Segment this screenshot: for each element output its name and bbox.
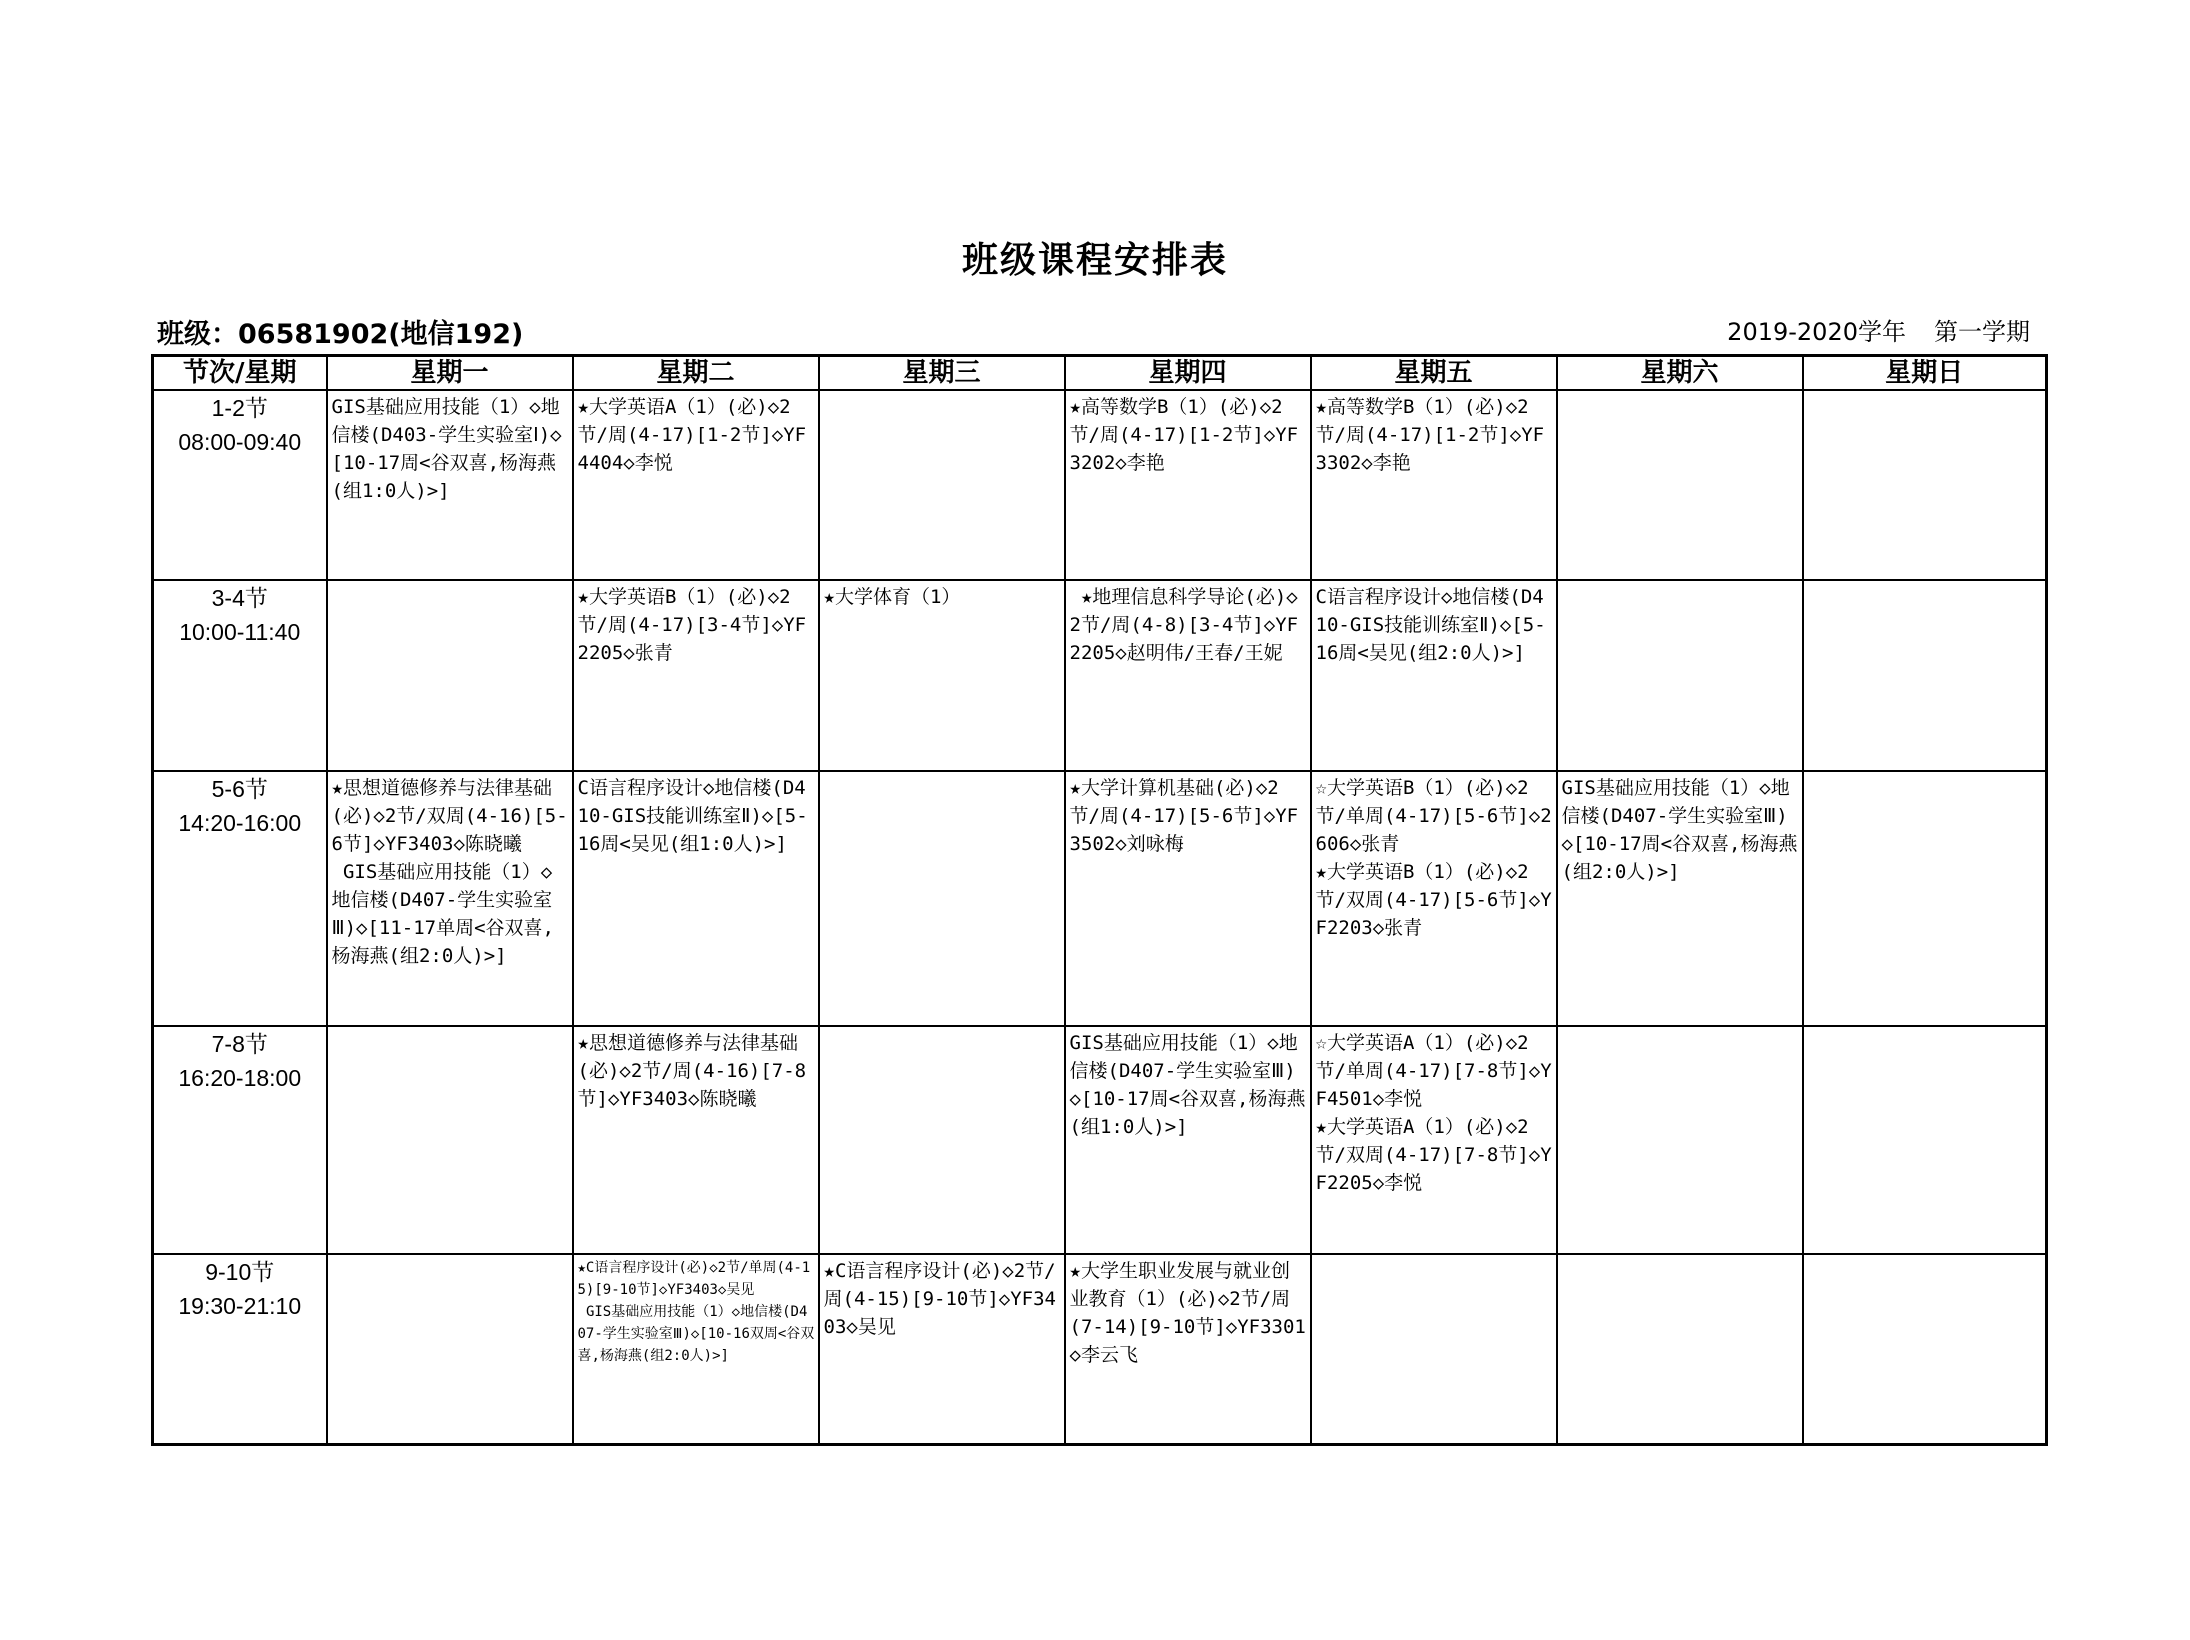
period-time: 10:00-11:40 [179, 619, 301, 645]
course-cell-tuesday [573, 580, 819, 771]
course-entry: ★思想道德修养与法律基础(必)◇2节/周(4-16)[7-8节]◇YF3403◇陈晓曦 [577, 1032, 807, 1110]
course-cell-tuesday [573, 390, 819, 580]
course-entry: ★大学生职业发展与就业创业教育（1）(必)◇2节/周(7-14)[9-10节]◇YF3301◇李云飞 [1069, 1260, 1306, 1366]
header-saturday: 星期六 [1557, 356, 1803, 391]
course-cell-tuesday [573, 771, 819, 1026]
course-entry: GIS基础应用技能（1）◇地信楼(D407-学生实验室Ⅲ)◇[10-17周<谷双喜,杨海燕(组1:0人)>] [1069, 1032, 1306, 1138]
course-entry: ★高等数学B（1）(必)◇2节/周(4-17)[1-2节]◇YF3202◇李艳 [1069, 396, 1299, 474]
course-cell-wednesday [819, 390, 1065, 580]
course-entry: GIS基础应用技能（1）◇地信楼(D407-学生实验室Ⅲ)◇[11-17单周<谷双喜,杨海燕(组2:0人)>] [331, 861, 554, 967]
schedule-row [153, 1254, 2047, 1444]
header-wednesday: 星期三 [819, 356, 1065, 391]
period-time: 14:20-16:00 [178, 810, 302, 836]
course-cell-sunday [1803, 580, 2047, 771]
course-cell-wednesday [819, 771, 1065, 1026]
course-cell-sunday [1803, 1254, 2047, 1444]
class-label: 班级：06581902(地信192) [157, 319, 524, 350]
course-cell-friday [1311, 580, 1557, 771]
course-entry: ★C语言程序设计(必)◇2节/周(4-15)[9-10节]◇YF3403◇吴见 [823, 1260, 1056, 1338]
course-cell-friday [1311, 771, 1557, 1026]
period-cell [153, 580, 327, 771]
page-title: 班级课程安排表 [961, 240, 1228, 281]
schedule-row [153, 390, 2047, 580]
course-cell-monday [327, 1254, 573, 1444]
course-cell-monday [327, 390, 573, 580]
course-entry: ★大学英语A（1）(必)◇2节/双周(4-17)[7-8节]◇YF2205◇李悦 [1315, 1116, 1552, 1194]
header-thursday: 星期四 [1065, 356, 1311, 391]
course-cell-sunday [1803, 1026, 2047, 1254]
course-entry: ★大学体育（1） [823, 586, 961, 608]
period-section: 3-4节 [211, 585, 268, 611]
course-entry: C语言程序设计◇地信楼(D410-GIS技能训练室Ⅱ)◇[5-16周<吴见(组2:0人)>] [1315, 586, 1546, 664]
course-entry: ★大学英语A（1）(必)◇2节/周(4-17)[1-2节]◇YF4404◇李悦 [577, 396, 807, 474]
course-entry: ★大学计算机基础(必)◇2节/周(4-17)[5-6节]◇YF3502◇刘咏梅 [1069, 777, 1299, 855]
period-cell [153, 390, 327, 580]
course-cell-saturday [1557, 1026, 1803, 1254]
semester: 第一学期 [1934, 318, 2030, 346]
course-cell-monday [327, 580, 573, 771]
course-cell-monday [327, 771, 573, 1026]
period-time: 19:30-21:10 [178, 1293, 302, 1319]
schedule-row [153, 771, 2047, 1026]
course-cell-thursday [1065, 771, 1311, 1026]
schedule-row [153, 1026, 2047, 1254]
course-cell-wednesday [819, 1026, 1065, 1254]
course-cell-saturday [1557, 580, 1803, 771]
course-entry: C语言程序设计◇地信楼(D410-GIS技能训练室Ⅱ)◇[5-16周<吴见(组1:0人)>] [577, 777, 808, 855]
course-cell-thursday [1065, 580, 1311, 771]
course-cell-saturday [1557, 1254, 1803, 1444]
course-cell-thursday [1065, 1254, 1311, 1444]
period-section: 5-6节 [211, 776, 268, 802]
course-entry: ★C语言程序设计(必)◇2节/单周(4-15)[9-10节]◇YF3403◇吴见 [577, 1260, 811, 1298]
header-tuesday: 星期二 [573, 356, 819, 391]
header-sunday: 星期日 [1803, 356, 2047, 391]
course-entry: ★高等数学B（1）(必)◇2节/周(4-17)[1-2节]◇YF3302◇李艳 [1315, 396, 1545, 474]
course-cell-tuesday [573, 1254, 819, 1444]
course-entry: ☆大学英语B（1）(必)◇2节/单周(4-17)[5-6节]◇2606◇张青 [1315, 777, 1552, 855]
course-cell-friday [1311, 1254, 1557, 1444]
period-cell [153, 1026, 327, 1254]
course-cell-sunday [1803, 390, 2047, 580]
course-cell-thursday [1065, 390, 1311, 580]
course-entry: GIS基础应用技能（1）◇地信楼(D407-学生实验室Ⅲ)◇[10-16双周<谷双喜,杨海燕(组2:0人)>] [577, 1304, 815, 1364]
course-entry: GIS基础应用技能（1）◇地信楼(D403-学生实验室Ⅰ)◇[10-17周<谷双喜,杨海燕(组1:0人)>] [331, 396, 562, 502]
course-cell-friday [1311, 1026, 1557, 1254]
course-entry: ★大学英语B（1）(必)◇2节/双周(4-17)[5-6节]◇YF2203◇张青 [1315, 861, 1552, 939]
period-section: 1-2节 [211, 395, 268, 421]
course-entry: ★大学英语B（1）(必)◇2节/周(4-17)[3-4节]◇YF2205◇张青 [577, 586, 807, 664]
course-cell-saturday [1557, 390, 1803, 580]
period-cell [153, 1254, 327, 1444]
header-period: 节次/星期 [153, 356, 327, 391]
header-friday: 星期五 [1311, 356, 1557, 391]
course-cell-monday [327, 1026, 573, 1254]
header-monday: 星期一 [327, 356, 573, 391]
academic-year: 2019-2020学年 [1727, 318, 1906, 346]
period-time: 16:20-18:00 [178, 1065, 302, 1091]
course-cell-wednesday [819, 580, 1065, 771]
course-cell-thursday [1065, 1026, 1311, 1254]
course-entry: ★地理信息科学导论(必)◇2节/周(4-8)[3-4节]◇YF2205◇赵明伟/王春/王妮 [1069, 586, 1299, 664]
period-cell [153, 771, 327, 1026]
schedule-row [153, 580, 2047, 771]
course-cell-tuesday [573, 1026, 819, 1254]
header-row [153, 356, 2047, 391]
course-cell-wednesday [819, 1254, 1065, 1444]
period-time: 08:00-09:40 [178, 429, 302, 455]
course-entry: GIS基础应用技能（1）◇地信楼(D407-学生实验室Ⅲ)◇[10-17周<谷双喜,杨海燕(组2:0人)>] [1561, 777, 1798, 883]
course-entry: ★思想道德修养与法律基础(必)◇2节/双周(4-16)[5-6节]◇YF3403◇陈晓曦 [331, 777, 568, 855]
schedule-table [151, 354, 2048, 1446]
course-cell-friday [1311, 390, 1557, 580]
course-entry: ☆大学英语A（1）(必)◇2节/单周(4-17)[7-8节]◇YF4501◇李悦 [1315, 1032, 1552, 1110]
course-cell-sunday [1803, 771, 2047, 1026]
course-cell-saturday [1557, 771, 1803, 1026]
term-info [1727, 312, 2030, 347]
period-section: 9-10节 [205, 1259, 275, 1285]
period-section: 7-8节 [211, 1031, 268, 1057]
